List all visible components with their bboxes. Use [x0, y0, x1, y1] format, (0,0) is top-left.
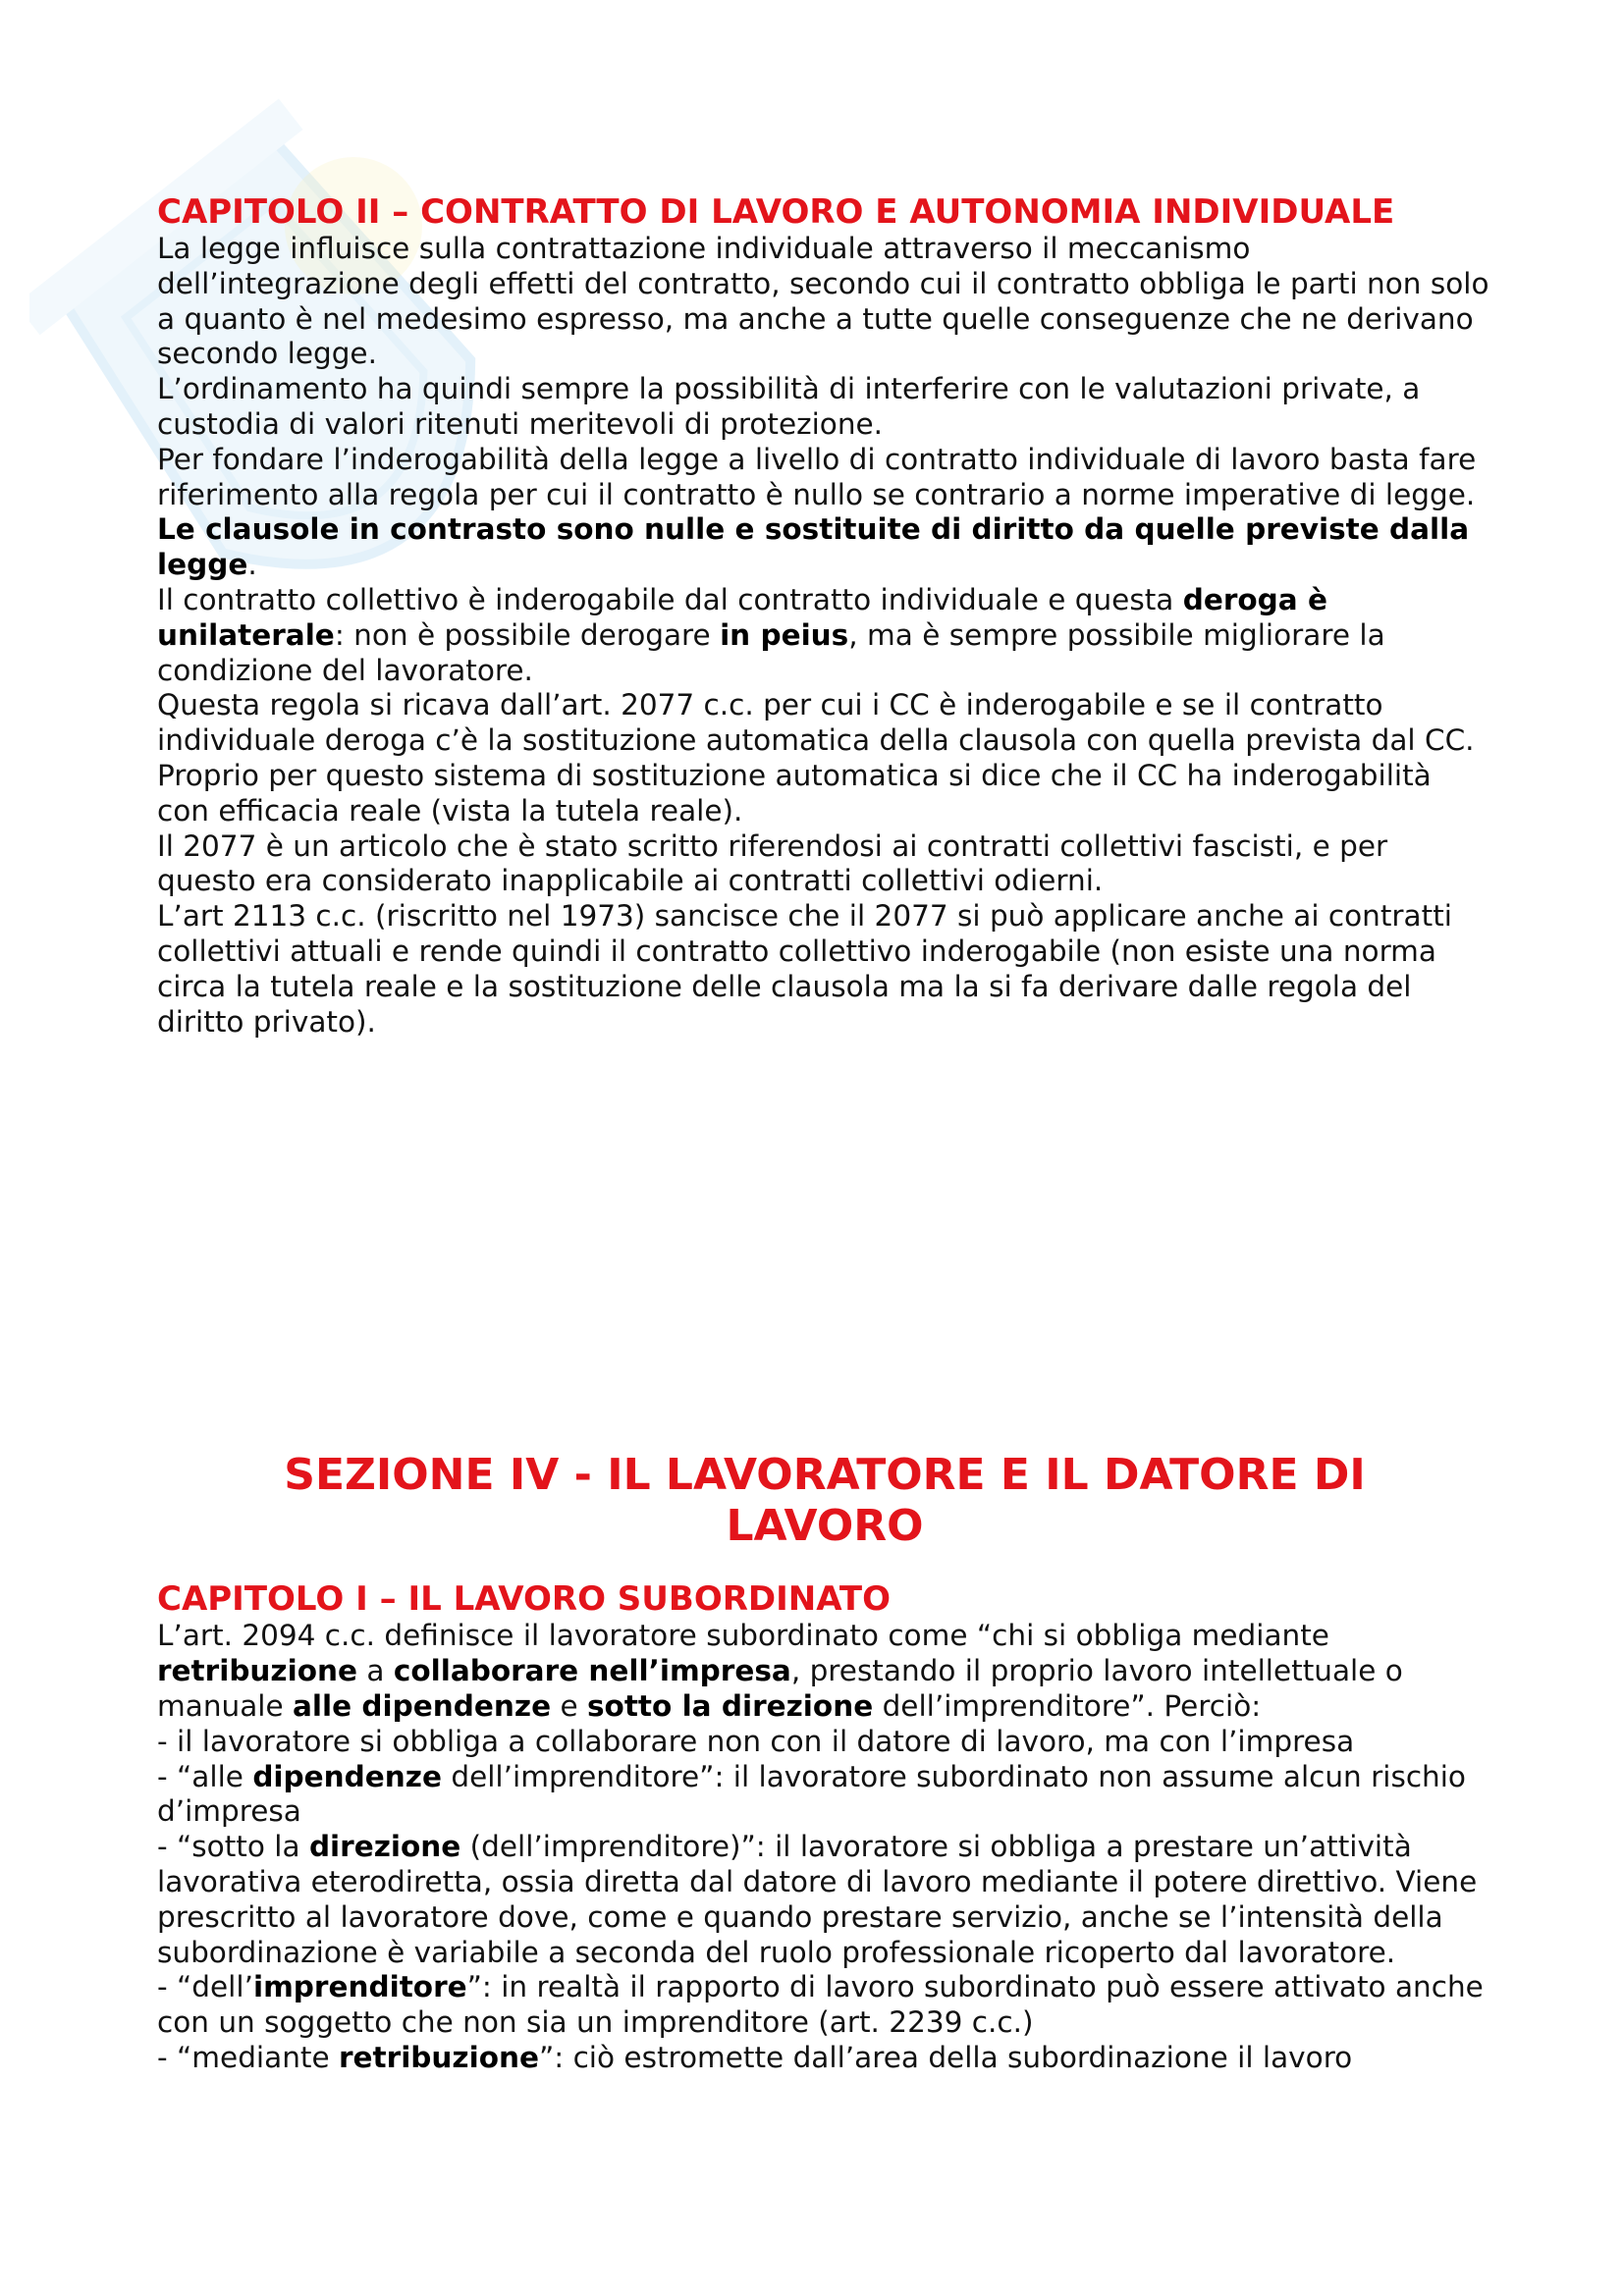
paragraph: L’art. 2094 c.c. definisce il lavoratore subordinato come “chi si obbliga mediante retribuzione a collaborare nell’impresa, prestando il proprio lavoro intellettuale o manuale alle dipendenze e sotto la direzione dell’imprenditore”. Perciò:: [157, 1619, 1403, 1723]
bold-text: deroga è unilaterale: [157, 582, 1327, 652]
page-content: [157, 192, 1492, 2076]
paragraph: Per fondare l’inderogabilità della legge a livello di contratto individuale di lavoro basta fare riferimento alla regola per cui il contratto è nullo se contrario a norme imperative di legge. Le clausole in contrasto sono nulle e sostituite di diritto da quelle previste dalla legge.: [157, 442, 1477, 582]
list-item: - il lavoratore si obbliga a collaborare non con il datore di lavoro, ma con l’impresa: [157, 1724, 1355, 1758]
paragraph: Il 2077 è un articolo che è stato scritto riferendosi ai contratti collettivi fascisti, e per questo era considerato inapplicabile ai contratti collettivi odierni.: [157, 828, 1388, 898]
chapter-2-title: CAPITOLO II – CONTRATTO DI LAVORO E AUTONOMIA INDIVIDUALE: [157, 192, 1395, 232]
paragraph: L’ordinamento ha quindi sempre la possibilità di interferire con le valutazioni private, a custodia di valori ritenuti meritevoli di protezione.: [157, 372, 1421, 441]
chapter-1-title: CAPITOLO I – IL LAVORO SUBORDINATO: [157, 1579, 892, 1620]
list-item: - “alle dipendenze dell’imprenditore”: il lavoratore subordinato non assume alcun rischio d’impresa: [157, 1759, 1466, 1829]
list-item: - “dell’imprenditore”: in realtà il rapporto di lavoro subordinato può essere attivato anche con un soggetto che non sia un imprenditore (art. 2239 c.c.): [157, 1970, 1484, 2040]
paragraph: Il contratto collettivo è inderogabile dal contratto individuale e questa deroga è unilaterale: non è possibile derogare in peius, ma è sempre possibile migliorare la condizione del lavoratore.: [157, 582, 1385, 687]
bold-text: Le clausole in contrasto sono nulle e sostituite di diritto da quelle previste dalla legge: [157, 512, 1470, 582]
paragraph: Questa regola si ricava dall’art. 2077 c.c. per cui i CC è inderogabile e se il contratto individuale deroga c’è la sostituzione automatica della clausola con quella prevista dal CC. Proprio per questo sistema di sostituzione automatica si dice che il CC ha inderogabilità con efficacia reale (vista la tutela reale).: [157, 688, 1475, 828]
bold-text: in peius: [720, 617, 849, 652]
list-item: - “sotto la direzione (dell’imprenditore)”: il lavoratore si obbliga a prestare un’attività lavorativa eterodiretta, ossia diretta dal datore di lavoro mediante il potere direttivo. Viene prescritto al lavoratore dove, come e quando prestare servizio, anche se l’intensità della subordinazione è variabile a seconda del ruolo professionale ricoperto dal lavoratore.: [157, 1830, 1478, 1969]
paragraph: La legge influisce sulla contrattazione individuale attraverso il meccanismo dell’integrazione degli effetti del contratto, secondo cui il contratto obbliga le parti non solo a quanto è nel medesimo espresso, ma anche a tutte quelle conseguenze che ne derivano secondo legge.: [157, 232, 1489, 371]
list-item: - “mediante retribuzione”: ciò estromette dall’area della subordinazione il lavoro: [157, 2040, 1353, 2074]
paragraph: L’art 2113 c.c. (riscritto nel 1973) sancisce che il 2077 si può applicare anche ai contratti collettivi attuali e rende quindi il contratto collettivo inderogabile (non esiste una norma circa la tutela reale e la sostituzione delle clausola ma la si fa derivare dalle regola del diritto privato).: [157, 899, 1452, 1039]
section-4-title: SEZIONE IV - IL LAVORATORE E IL DATORE DI LAVORO: [284, 1450, 1366, 1552]
